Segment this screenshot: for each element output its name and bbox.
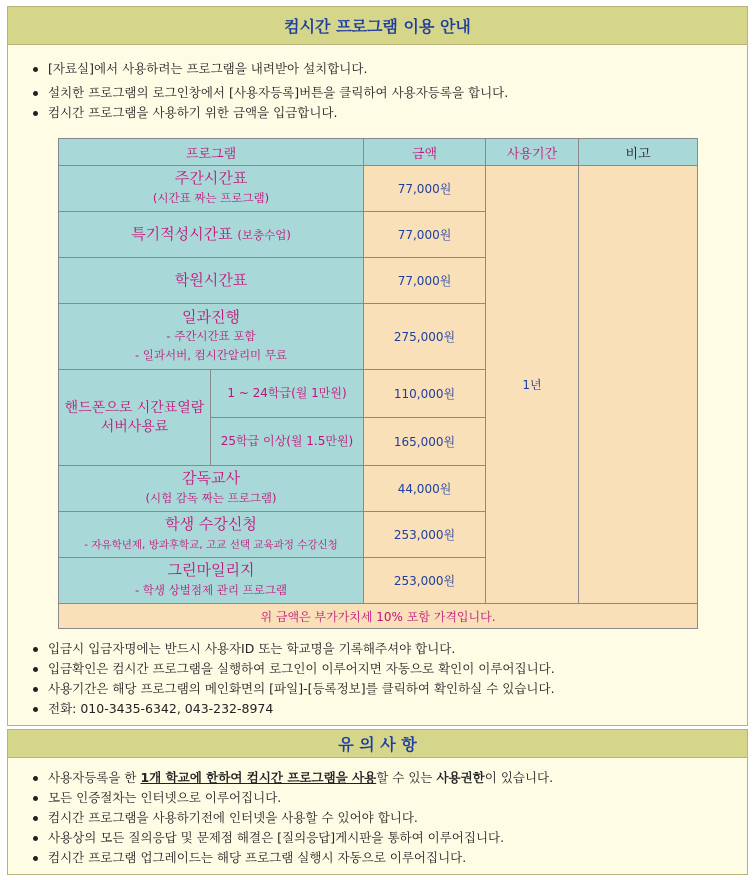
program-name: 주간시간표 (시간표 짜는 프로그램): [59, 166, 364, 212]
program-name: 감독교사 (시험 감독 짜는 프로그램): [59, 466, 364, 512]
program-name: 핸드폰으로 시간표열람 서버사용료: [59, 370, 211, 466]
program-price: 275,000원: [364, 304, 486, 370]
program-name: 특기적성시간표 (보충수업): [59, 212, 364, 258]
program-price: 77,000원: [364, 166, 486, 212]
step-item: 컴시간 프로그램을 사용하기 위한 금액을 입금합니다.: [8, 103, 747, 123]
steps-list: [8, 59, 747, 123]
step-item: 설치한 프로그램의 로그인창에서 [사용자등록]버튼을 클릭하여 사용자등록을 합니다.: [8, 83, 747, 103]
program-price: 110,000원: [364, 370, 486, 418]
price-table: [58, 138, 698, 629]
precautions-panel: [7, 729, 748, 875]
note-cell: [579, 166, 698, 604]
precautions-list: [8, 768, 747, 868]
program-price: 77,000원: [364, 212, 486, 258]
precaution-item: 사용상의 모든 질의응답 및 문제점 해결은 [질의응답]게시판을 통하여 이루어집니다.: [8, 828, 747, 848]
note-item: 입금시 입금자명에는 반드시 사용자ID 또는 학교명을 기록해주셔야 합니다.: [8, 639, 747, 659]
program-price: 253,000원: [364, 512, 486, 558]
program-name: 학생 수강신청 - 자유학년제, 방과후학교, 고교 선택 교육과정 수강신청: [59, 512, 364, 558]
usage-period: 1년: [486, 166, 579, 604]
precaution-item: 사용자등록을 한 1개 학교에 한하여 컴시간 프로그램을 사용할 수 있는 사용권한이 있습니다.: [8, 768, 747, 788]
program-name: 일과진행 - 주간시간표 포함 - 일과서버, 컴시간알리미 무료: [59, 304, 364, 370]
precaution-item: 컴시간 프로그램을 사용하기전에 인터넷을 사용할 수 있어야 합니다.: [8, 808, 747, 828]
program-name: 그린마일리지 - 학생 상벌점제 관리 프로그램: [59, 558, 364, 604]
program-price: 77,000원: [364, 258, 486, 304]
header-amount: 금액: [364, 139, 486, 166]
precaution-item: 모든 인증절차는 인터넷으로 이루어집니다.: [8, 788, 747, 808]
note-item: 입금확인은 컴시간 프로그램을 실행하여 로그인이 이루어지면 자동으로 확인이 이루어집니다.: [8, 659, 747, 679]
tier-label: 25학급 이상(월 1.5만원): [211, 418, 364, 466]
header-program: 프로그램: [59, 139, 364, 166]
note-item: 사용기간은 해당 프로그램의 메인화면의 [파일]-[등록정보]를 클릭하여 확인하실 수 있습니다.: [8, 679, 747, 699]
tier-label: 1 ~ 24학급(월 1만원): [211, 370, 364, 418]
header-note: 비고: [579, 139, 698, 166]
step-item: [자료실]에서 사용하려는 프로그램을 내려받아 설치합니다.: [8, 59, 747, 79]
header-period: 사용기간: [486, 139, 579, 166]
payment-notes-list: [8, 639, 747, 719]
precautions-title: 유 의 사 항: [8, 730, 747, 758]
usage-guide-title: 컴시간 프로그램 이용 안내: [8, 7, 747, 45]
program-price: 44,000원: [364, 466, 486, 512]
program-price: 165,000원: [364, 418, 486, 466]
usage-guide-panel: [7, 6, 748, 726]
vat-footnote: 위 금액은 부가가치세 10% 포함 가격입니다.: [59, 604, 698, 629]
precaution-item: 컴시간 프로그램 업그레이드는 해당 프로그램 실행시 자동으로 이루어집니다.: [8, 848, 747, 868]
program-name: 학원시간표: [59, 258, 364, 304]
program-price: 253,000원: [364, 558, 486, 604]
phone-contact: 전화: 010-3435-6342, 043-232-8974: [8, 699, 747, 719]
